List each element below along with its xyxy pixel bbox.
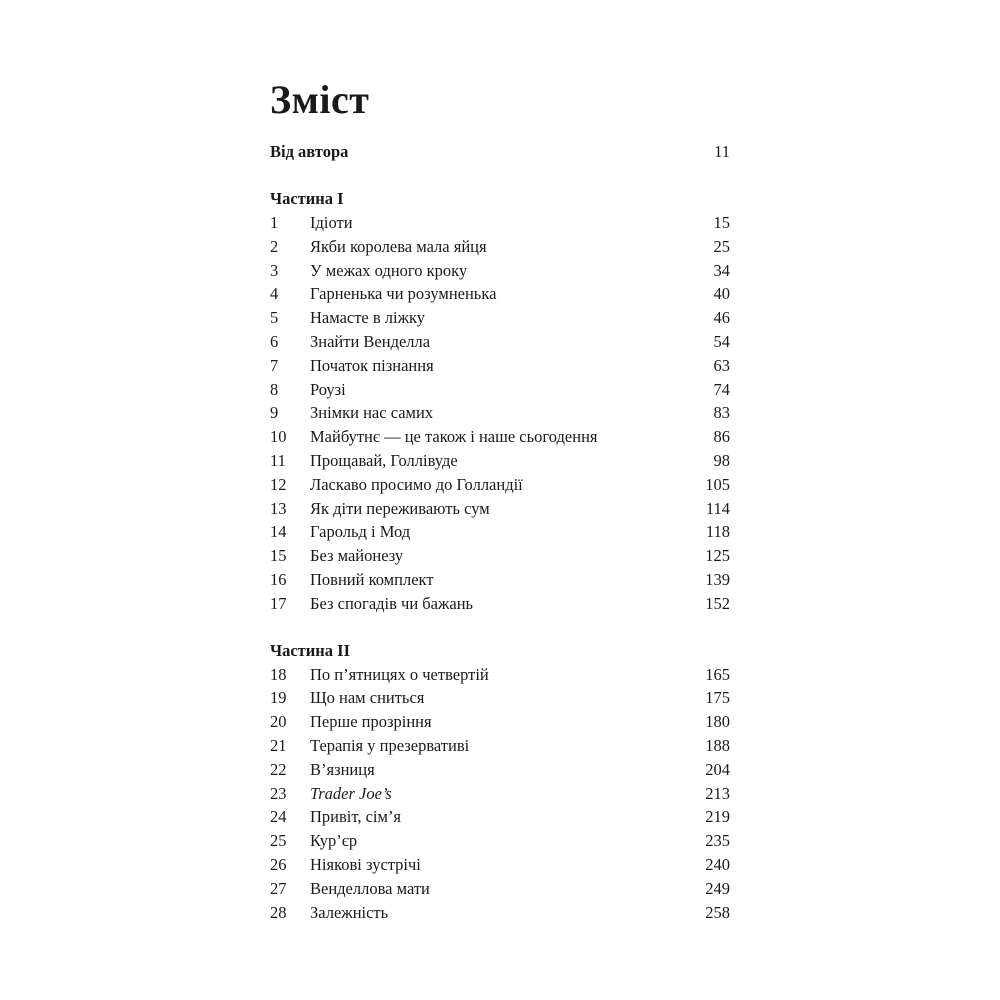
chapter-list [270,211,730,616]
chapter-page-number: 63 [713,355,730,375]
toc-chapter-row[interactable] [270,877,730,901]
toc-chapter-row[interactable] [270,330,730,354]
chapter-number: 12 [270,474,287,494]
chapter-title: Гарольд і Мод [310,522,411,542]
part-heading: Частина ІІ [270,640,351,660]
chapter-page-number: 204 [705,759,730,779]
chapter-title: Терапія у презервативі [310,735,470,755]
toc-chapter-row[interactable] [270,568,730,592]
toc-chapter-row[interactable] [270,592,730,616]
chapter-page-number: 235 [705,831,730,851]
toc-chapter-row[interactable] [270,544,730,568]
chapter-number: 6 [270,331,279,351]
toc-chapter-row[interactable] [270,425,730,449]
chapter-page-number: 219 [705,807,730,827]
page-title: Зміст [270,77,370,122]
toc-entry-title: Від автора [270,142,349,161]
chapter-number: 26 [270,854,287,874]
toc-chapter-row[interactable] [270,354,730,378]
chapter-number: 24 [270,807,287,827]
toc-entry-author-foreword[interactable] [270,140,730,164]
chapter-title: Привіт, сім’я [310,807,402,827]
chapter-page-number: 188 [705,735,730,755]
chapter-number: 20 [270,712,287,732]
chapter-page-number: 258 [705,902,730,922]
chapter-number: 5 [270,308,279,328]
toc-chapter-row[interactable] [270,782,730,806]
toc-chapter-row[interactable] [270,853,730,877]
chapter-number: 17 [270,593,287,613]
chapter-title: Без спогадів чи бажань [310,593,474,613]
chapter-page-number: 54 [713,331,730,351]
toc-chapter-row[interactable] [270,520,730,544]
chapter-number: 15 [270,546,287,566]
chapter-title: Ніякові зустрічі [310,854,421,874]
chapter-title: Намасте в ліжку [310,308,426,328]
toc-chapter-row[interactable] [270,758,730,782]
toc-chapter-row[interactable] [270,686,730,710]
chapter-page-number: 213 [705,783,730,803]
chapter-title: Без майонезу [310,546,404,566]
chapter-number: 13 [270,498,287,518]
chapter-number: 21 [270,735,287,755]
parts-container [270,187,730,924]
chapter-page-number: 105 [705,474,730,494]
chapter-title: Гарненька чи розумненька [310,284,497,304]
chapter-page-number: 34 [713,260,730,280]
table-of-contents [270,78,730,924]
chapter-page-number: 83 [713,403,730,423]
chapter-title: Ідіоти [310,213,353,232]
chapter-page-number: 240 [705,854,730,874]
chapter-page-number: 139 [705,569,730,589]
chapter-page-number: 86 [713,427,730,447]
toc-chapter-row[interactable] [270,306,730,330]
toc-chapter-row[interactable] [270,805,730,829]
toc-chapter-row[interactable] [270,235,730,259]
toc-chapter-row[interactable] [270,378,730,402]
chapter-number: 8 [270,379,279,399]
chapter-title: Знімки нас самих [310,403,434,423]
toc-chapter-row[interactable] [270,497,730,521]
chapter-title: Майбутнє — це також і наше сьогодення [310,427,598,447]
chapter-title: По п’ятницях о четвертій [310,664,489,684]
toc-part-1 [270,187,730,616]
chapter-number: 27 [270,878,287,898]
chapter-number: 10 [270,427,287,447]
chapter-number: 28 [270,902,287,922]
chapter-title: Залежність [310,902,389,922]
chapter-title: Венделлова мати [310,878,430,898]
chapter-page-number: 98 [713,450,730,470]
chapter-page-number: 25 [713,236,730,256]
chapter-page-number: 175 [705,688,730,708]
chapter-page-number: 114 [705,498,730,518]
toc-chapter-row[interactable] [270,473,730,497]
chapter-page-number: 40 [713,284,730,304]
toc-chapter-row[interactable] [270,663,730,687]
chapter-number: 22 [270,759,287,779]
toc-chapter-row[interactable] [270,734,730,758]
chapter-title: В’язниця [310,759,375,779]
chapter-title: Знайти Венделла [310,331,431,351]
chapter-title: Початок пізнання [310,355,434,375]
chapter-page-number: 180 [705,712,730,732]
chapter-number: 7 [270,355,279,375]
toc-chapter-row[interactable] [270,901,730,925]
chapter-page-number: 165 [705,664,730,684]
toc-entry-page-number: 11 [714,142,730,161]
chapter-title: Trader Joe’s [310,783,392,803]
chapter-number: 14 [270,522,287,542]
toc-chapter-row[interactable] [270,401,730,425]
chapter-number: 3 [270,260,279,280]
chapter-number: 1 [270,213,279,232]
chapter-title: Якби королева мала яйця [310,236,487,256]
chapter-number: 2 [270,236,279,256]
toc-part-2 [270,639,730,925]
chapter-title: Ласкаво просимо до Голландії [310,474,523,494]
chapter-number: 25 [270,831,287,851]
toc-chapter-row[interactable] [270,259,730,283]
toc-chapter-row[interactable] [270,449,730,473]
chapter-title: Повний комплект [310,569,434,589]
chapter-title: У межах одного кроку [310,260,468,280]
chapter-page-number: 249 [705,878,730,898]
chapter-page-number: 118 [705,522,730,542]
chapter-number: 19 [270,688,287,708]
chapter-number: 16 [270,569,287,589]
chapter-title: Роузі [310,379,346,399]
chapter-number: 9 [270,403,279,423]
toc-chapter-row[interactable] [270,282,730,306]
toc-chapter-row[interactable] [270,829,730,853]
chapter-number: 4 [270,284,279,304]
chapter-title: Кур’єр [310,831,358,851]
chapter-page-number: 74 [713,379,730,399]
chapter-page-number: 152 [705,593,730,613]
chapter-number: 18 [270,664,287,684]
chapter-list [270,663,730,925]
chapter-title: Що нам сниться [310,688,425,708]
chapter-page-number: 15 [713,213,730,232]
chapter-title: Як діти переживають сум [310,498,490,518]
toc-chapter-row[interactable] [270,710,730,734]
chapter-number: 11 [270,450,286,470]
chapter-page-number: 125 [705,546,730,566]
chapter-number: 23 [270,783,287,803]
chapter-title: Прощавай, Голлівуде [310,450,458,470]
chapter-page-number: 46 [713,308,730,328]
chapter-title: Перше прозріння [310,712,432,732]
toc-chapter-row[interactable] [270,211,730,235]
part-heading: Частина І [270,189,344,208]
